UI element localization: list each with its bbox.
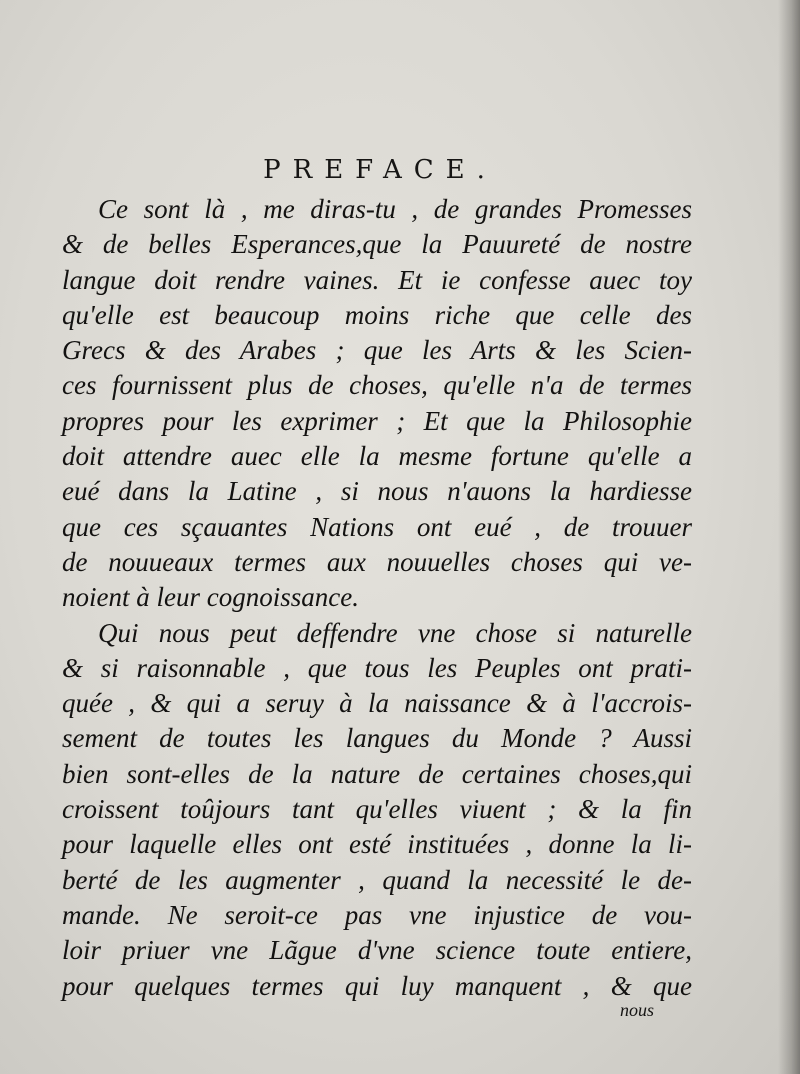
text-line: croissent toûjours tant qu'elles viuent ; & la fin [62, 794, 692, 825]
text-line: ces fournissent plus de choses, qu'elle n'a de termes [62, 370, 692, 401]
page-edge-shadow [778, 0, 800, 1074]
text-line: sement de toutes les langues du Monde ? Aussi [62, 723, 692, 754]
text-line: quée , & qui a seruy à la naissance & à l'accrois- [62, 688, 692, 719]
text-line: Ce sont là , me diras-tu , de grandes Promesses [98, 194, 692, 224]
text-line: Qui nous peut deffendre vne chose si naturelle [98, 617, 692, 648]
text-line: Grecs & des Arabes ; que les Arts & les Scien- [62, 335, 692, 366]
text-line: que ces sçauantes Nations ont eué , de trouuer [62, 511, 692, 542]
text-line: mande. Ne seroit-ce pas vne injustice de vou- [62, 899, 692, 930]
text-line: eué dans la Latine , si nous n'auons la hardiesse [62, 476, 692, 507]
text-line: noient à leur cognoissance. [62, 582, 359, 613]
text-line: pour laquelle elles ont esté instituées , donne la li- [62, 829, 692, 860]
text-line: qu'elle est beaucoup moins riche que celle des [62, 299, 692, 330]
text-line: bien sont-elles de la nature de certaines choses,qui [62, 758, 692, 789]
text-line: de nouueaux termes aux nouuelles choses qui ve- [62, 546, 692, 577]
body-text [62, 192, 692, 1004]
page-title: PREFACE. [263, 155, 497, 185]
text-line: & de belles Esperances,que la Pauureté de nostre [62, 229, 692, 260]
text-line: doit attendre auec elle la mesme fortune qu'elle a [62, 441, 692, 472]
text-line: berté de les augmenter , quand la necessité le de- [62, 864, 692, 895]
text-line: loir priuer vne Lãgue d'vne science toute entiere, [62, 935, 692, 966]
catchword: nous [620, 1000, 655, 1020]
text-line: & si raisonnable , que tous les Peuples ont prati- [62, 652, 692, 683]
text-line: pour quelques termes qui luy manquent , & que [62, 970, 692, 1001]
text-line: propres pour les exprimer ; Et que la Philosophie [62, 405, 692, 436]
text-line: langue doit rendre vaines. Et ie confesse auec toy [62, 264, 692, 295]
